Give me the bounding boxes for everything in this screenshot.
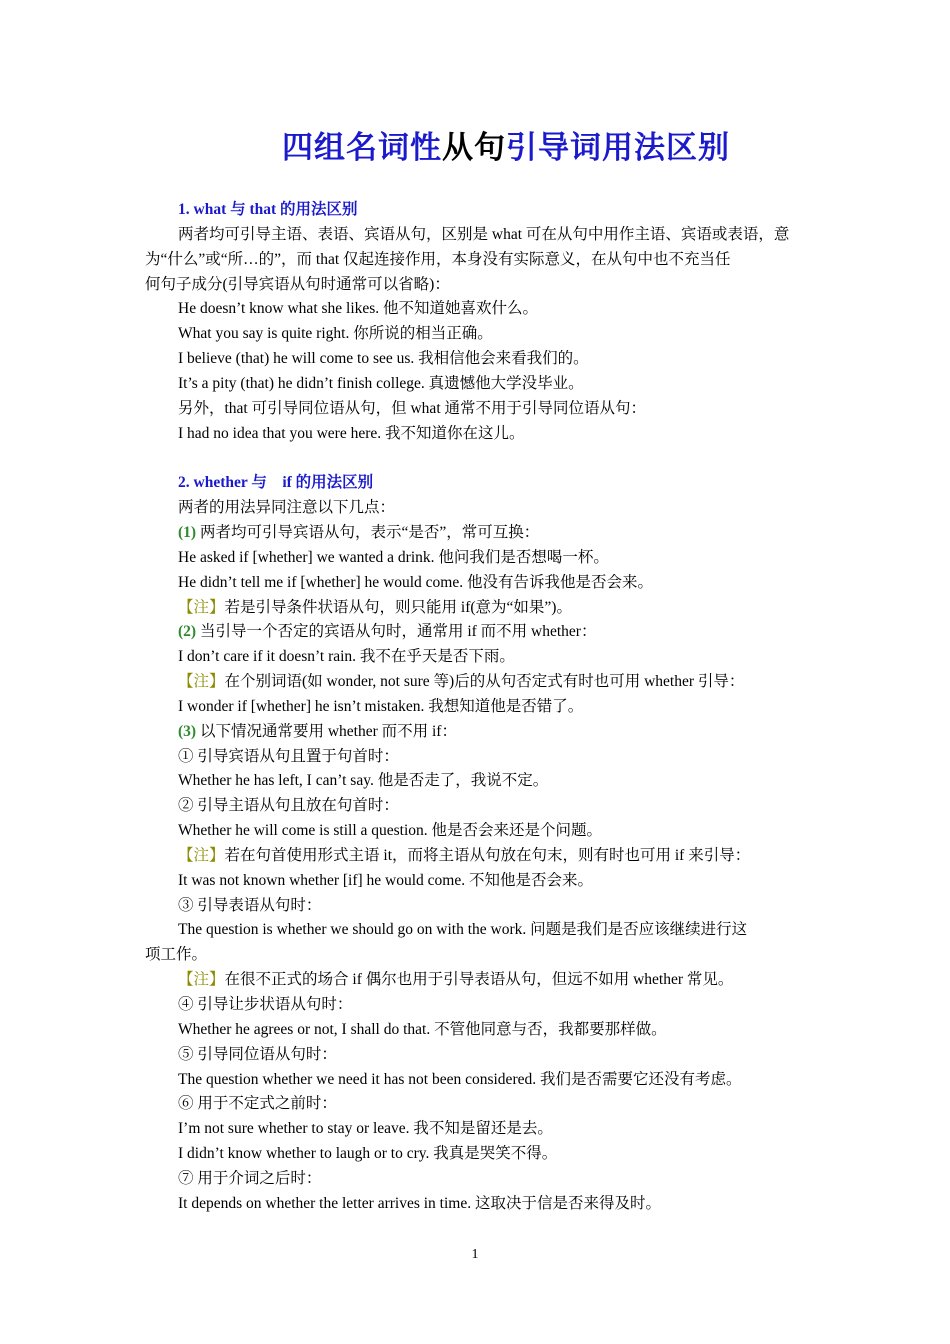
case-heading: ② 引导主语从句且放在句首时： — [178, 797, 399, 815]
example-sentence-continued: 项工作。 — [145, 946, 208, 964]
example-sentence: I believe (that) he will come to see us. 我相信他会来看我们的。 — [178, 350, 589, 368]
note-label: 【注】 — [178, 971, 225, 989]
example-sentence: I didn’t know whether to laugh or to cry. 我真是哭笑不得。 — [178, 1145, 558, 1163]
example-sentence: He didn’t tell me if [whether] he would come. 他没有告诉我他是否会来。 — [178, 573, 653, 591]
section-heading-what-that: 1. what 与 that 的用法区别 — [178, 201, 358, 218]
case-heading: ④ 引导让步状语从句时： — [178, 996, 353, 1013]
note-text: 在很不正式的场合 if 偶尔也用于引导表语从句，但远不如用 whether 常见。 — [224, 971, 734, 989]
example-sentence: I don’t care if it doesn’t rain. 我不在乎天是否下雨。 — [178, 648, 515, 666]
section-heading-whether-if: 2. whether 与 if 的用法区别 — [178, 474, 374, 492]
example-sentence: I’m not sure whether to stay or leave. 我不知是留还是去。 — [178, 1120, 553, 1138]
example-sentence: I wonder if [whether] he isn’t mistaken. 我想知道他是否错了。 — [178, 697, 584, 715]
paragraph-line: 两者均可引导主语、表语、宾语从句，区别是 what 可在从句中用作主语、宾语或表语，意 — [178, 225, 790, 243]
case-heading: ③ 引导表语从句时： — [178, 896, 322, 914]
note-line — [145, 844, 810, 869]
example-sentence: Whether he agrees or not, I shall do that. 不管他同意与否，我都要那样做。 — [178, 1020, 667, 1038]
note-text: 在个别词语(如 wonder, not sure 等)后的从句否定式有时也可用 whether 引导： — [224, 673, 745, 691]
example-sentence: Whether he has left, I can’t say. 他是否走了，我说不定。 — [178, 772, 549, 790]
title-part-3: 引导词用法区别 — [506, 130, 730, 166]
page-title — [0, 128, 950, 168]
note-text: 若是引导条件状语从句，则只能用 if(意为“如果”)。 — [224, 598, 572, 616]
page-number: 1 — [471, 1247, 479, 1262]
example-sentence: He asked if [whether] we wanted a drink. 他问我们是否想喝一杯。 — [178, 548, 609, 566]
point-3 — [145, 720, 810, 745]
paragraph-line: 何句子成分(引导宾语从句时通常可以省略)： — [145, 275, 450, 293]
note-text: 若在句首使用形式主语 it，而将主语从句放在句末，则有时也可用 if 来引导： — [224, 846, 751, 864]
case-heading: ⑤ 引导同位语从句时： — [178, 1045, 337, 1063]
point-label: (3) — [178, 722, 197, 740]
example-sentence: What you say is quite right. 你所说的相当正确。 — [178, 325, 493, 343]
example-sentence: It was not known whether [if] he would come. 不知他是否会来。 — [178, 871, 593, 889]
point-label: (1) — [178, 523, 197, 541]
point-text: 两者均可引导宾语从句，表示“是否”，常可互换： — [196, 523, 540, 541]
point-text: 以下情况通常要用 whether 而不用 if： — [196, 722, 457, 740]
paragraph-line: 另外，that 可引导同位语从句，但 what 通常不用于引导同位语从句： — [178, 399, 646, 417]
note-label: 【注】 — [178, 846, 225, 864]
point-2 — [145, 620, 810, 645]
title-part-1: 四组名词性 — [282, 130, 442, 166]
example-sentence: He doesn’t know what she likes. 他不知道她喜欢什么。 — [178, 300, 539, 318]
example-sentence: The question is whether we should go on with the work. 问题是我们是否应该继续进行这 — [178, 921, 748, 939]
note-line — [145, 596, 810, 621]
case-heading: ⑥ 用于不定式之前时： — [178, 1095, 337, 1113]
paragraph-line: 为“什么”或“所…的”，而 that 仅起连接作用，本身没有实际意义，在从句中也不充当任 — [145, 250, 731, 268]
case-heading: ① 引导宾语从句且置于句首时： — [178, 747, 399, 765]
paragraph-line: 两者的用法异同注意以下几点： — [178, 499, 396, 517]
note-label: 【注】 — [178, 673, 225, 691]
case-heading: ⑦ 用于介词之后时： — [178, 1169, 322, 1187]
example-sentence: The question whether we need it has not been considered. 我们是否需要它还没有考虑。 — [178, 1070, 742, 1088]
point-1 — [145, 521, 810, 546]
note-label: 【注】 — [178, 598, 225, 616]
point-text: 当引导一个否定的宾语从句时，通常用 if 而不用 whether： — [196, 623, 597, 641]
note-line — [145, 968, 810, 993]
document-body — [145, 198, 810, 1217]
example-sentence: Whether he will come is still a question. 他是否会来还是个问题。 — [178, 822, 603, 840]
example-sentence: It’s a pity (that) he didn’t finish college. 真遗憾他大学没毕业。 — [178, 374, 584, 392]
point-label: (2) — [178, 623, 197, 641]
example-sentence: I had no idea that you were here. 我不知道你在这儿。 — [178, 424, 525, 442]
blank-line — [145, 446, 810, 471]
example-sentence: It depends on whether the letter arrives in time. 这取决于信是否来得及时。 — [178, 1194, 661, 1212]
note-line — [145, 670, 810, 695]
title-part-2: 从句 — [442, 130, 506, 166]
